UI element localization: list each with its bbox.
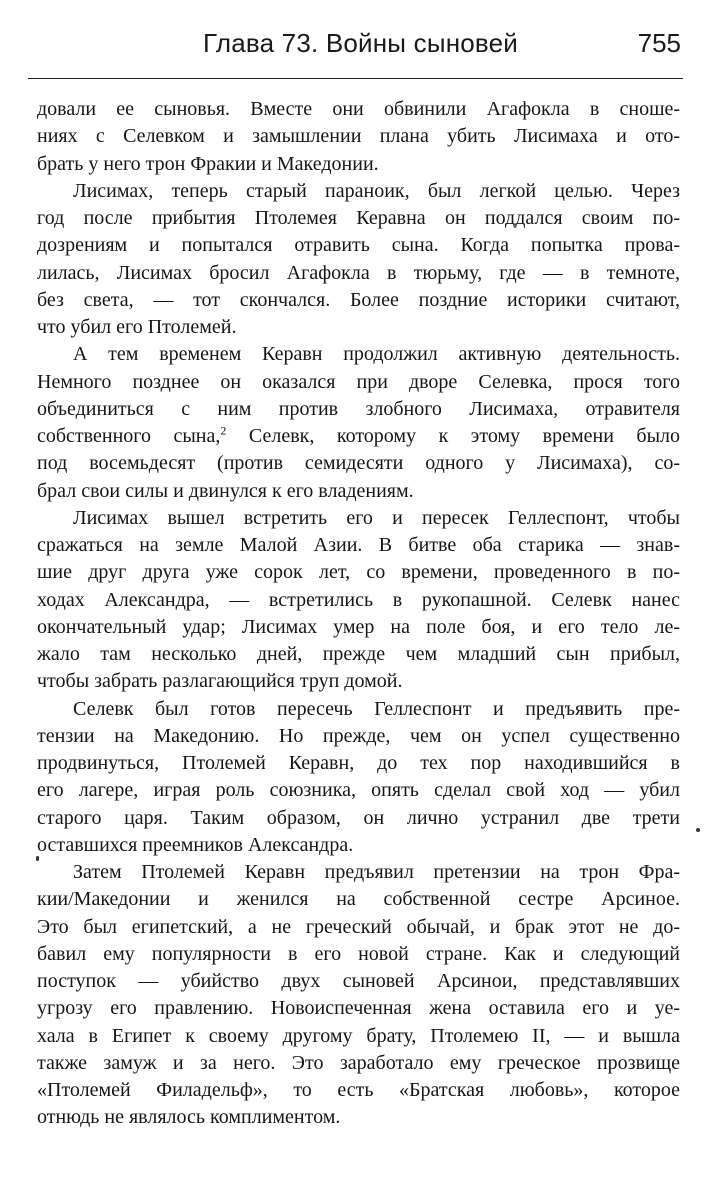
- text-line-with-footnote: [37, 423, 680, 450]
- text-line: бавил ему популярности в его новой стране. Как и следующий: [37, 942, 680, 965]
- paragraph: [37, 505, 680, 696]
- line-end: Селевк, которому к этому времени было: [226, 425, 680, 447]
- text-line: «Птолемей Филадельф», то есть «Братская любовь», которое: [37, 1079, 680, 1101]
- footnote-marker[interactable]: 2: [220, 423, 227, 438]
- page-number: 755: [637, 28, 681, 58]
- body-text: [37, 96, 680, 1132]
- text-line: поступок — убийство двух сыновей Арсинои, представлявших: [37, 970, 680, 992]
- text-line: ходах Александра, — встретились в рукопашной. Селевк нанес: [37, 588, 680, 611]
- text-line: кии/Македонии и женился на собственной сестре Арсиное.: [37, 888, 680, 911]
- text-line: тензии на Македонию. Но прежде, чем он успел существенно: [37, 724, 680, 747]
- text-line: лилась, Лисимах бросил Агафокла в тюрьму, где — в темноте,: [37, 261, 680, 284]
- text-line: старого царя. Таким образом, он лично устранил две трети: [37, 806, 680, 829]
- line-start: собственного сына,: [37, 425, 221, 447]
- text-line: Селевк был готов пересечь Геллеспонт и предъявить пре-: [73, 697, 680, 720]
- text-line: год после прибытия Птолемея Керавна он поддался своим по-: [37, 207, 680, 229]
- text-line: хала в Египет к своему другому брату, Птолемею II, — и вышла: [37, 1024, 680, 1047]
- text-line: окончательный удар; Лисимах умер на поле боя, и его тело ле-: [37, 615, 680, 638]
- text-line: Немного позднее он оказался при дворе Селевка, прося того: [37, 370, 680, 393]
- paragraph: [37, 96, 680, 178]
- text-line: А тем временем Керавн продолжил активную деятельность.: [73, 343, 680, 366]
- running-header: [28, 28, 683, 79]
- text-line: под восемьдесят (против семидесяти одного у Лисимаха), со-: [37, 452, 680, 475]
- text-line: Лисимах вышел встретить его и пересек Геллеспонт, чтобы: [73, 506, 680, 529]
- text-line: ниях с Селевком и замышлении плана убить Лисимаха и ото-: [37, 125, 680, 148]
- text-line: Это был египетский, а не греческий обычай, и брак этот не до-: [37, 915, 680, 938]
- text-line: брал свои силы и двинулся к его владениям.: [37, 479, 414, 502]
- text-line: довали ее сыновья. Вместе они обвинили Агафокла в сноше-: [37, 98, 680, 120]
- text-line: также замуж и за него. Это заработало ему греческое прозвище: [37, 1051, 680, 1074]
- text-line: объединиться с ним против злобного Лисимаха, отравителя: [37, 397, 680, 420]
- text-line: чтобы забрать разлагающийся труп домой.: [37, 670, 403, 693]
- text-line: Затем Птолемей Керавн предъявил претензии на трон Фра-: [73, 861, 680, 883]
- text-line: отнюдь не являлось комплиментом.: [37, 1106, 341, 1129]
- text-line: что убил его Птолемей.: [37, 316, 237, 338]
- scan-speck: [36, 856, 39, 861]
- paragraph: [37, 696, 680, 860]
- paragraph: [37, 859, 680, 1132]
- text-line: угрозу его правлению. Новоиспеченная жена оставила его и уе-: [37, 997, 680, 1020]
- chapter-title: Глава 73. Войны сыновей: [203, 28, 519, 58]
- text-line: оставшихся преемников Александра.: [37, 833, 354, 856]
- text-line: жало там несколько дней, прежде чем младший сын прибыл,: [37, 643, 680, 665]
- text-line: брать у него трон Фракии и Македонии.: [37, 152, 379, 175]
- text-line: сражаться на земле Малой Азии. В битве оба старика — знав-: [37, 534, 680, 556]
- text-line: Лисимах, теперь старый параноик, был легкой целью. Через: [73, 179, 680, 202]
- text-line: продвинуться, Птолемей Керавн, до тех пор находившийся в: [37, 752, 680, 774]
- paragraph: [37, 341, 680, 505]
- paragraph: [37, 178, 680, 342]
- text-line: дозрениям и попытался отравить сына. Когда попытка прова-: [37, 234, 680, 257]
- text-line: его лагере, играя роль союзника, опять сделал свой ход — убил: [37, 779, 680, 802]
- text-line: без света, — тот скончался. Более поздние историки считают,: [37, 288, 680, 311]
- scan-speck: [696, 828, 700, 832]
- text-line: шие друг друга уже сорок лет, со времени, проведенного в по-: [37, 561, 680, 584]
